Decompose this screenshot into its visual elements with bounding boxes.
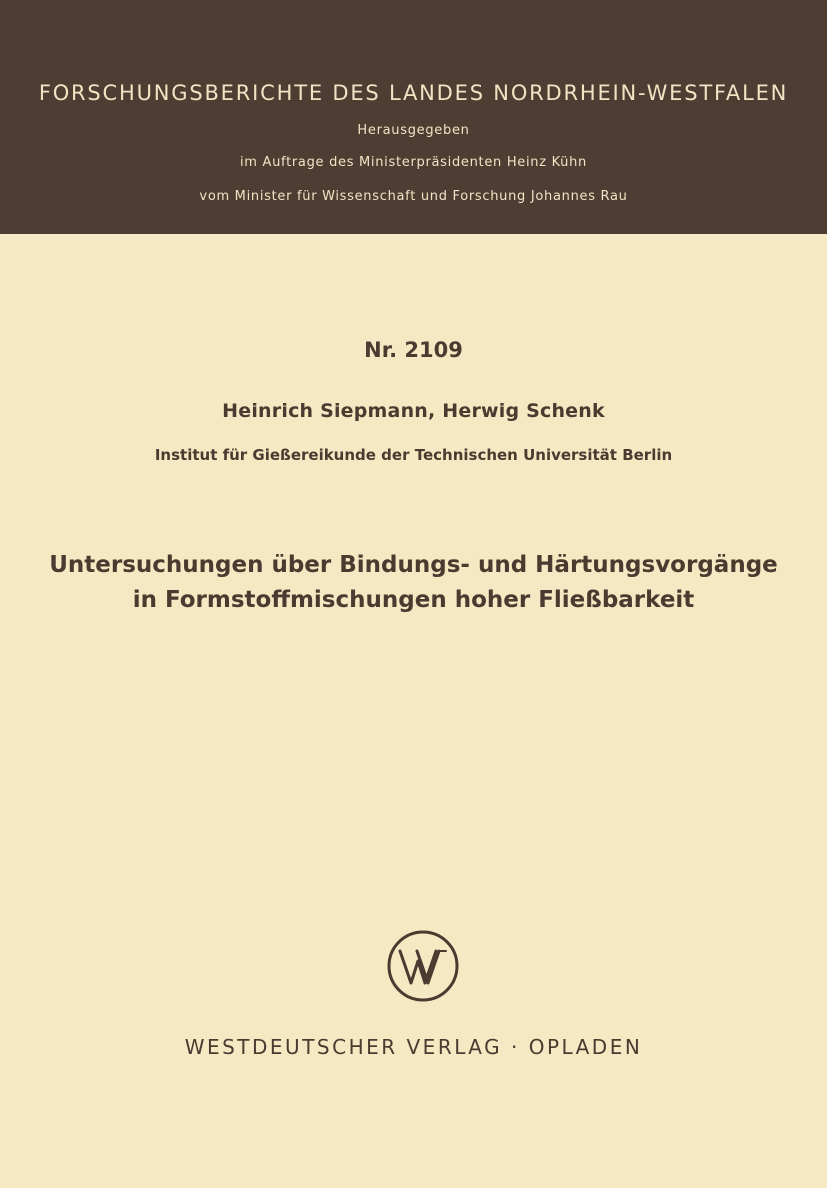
institution: Institut für Gießereikunde der Technischen Universität Berlin [154, 446, 673, 464]
book-title [0, 548, 827, 618]
publisher-note-line-1: Herausgegeben [357, 123, 470, 138]
book-title-line-2: in Formstoffmischungen hoher Fließbarkeit [132, 587, 695, 613]
book-title-line-1: Untersuchungen über Bindungs- und Härtungsvorgänge [49, 552, 778, 578]
publisher-note-line-2: im Auftrage des Ministerpräsidenten Heinz Kühn [239, 155, 587, 170]
report-number: Nr. 2109 [364, 338, 463, 362]
authors: Heinrich Siepmann, Herwig Schenk [222, 400, 605, 422]
series-title: FORSCHUNGSBERICHTE DES LANDES NORDRHEIN-WESTFALEN [38, 81, 789, 105]
publisher: WESTDEUTSCHER VERLAG · OPLADEN [184, 1035, 643, 1059]
westdeutscher-verlag-logo-icon [385, 928, 461, 1004]
publisher-note-line-3: vom Minister für Wissenschaft und Forschung Johannes Rau [199, 189, 628, 204]
series-header-band [0, 0, 827, 234]
